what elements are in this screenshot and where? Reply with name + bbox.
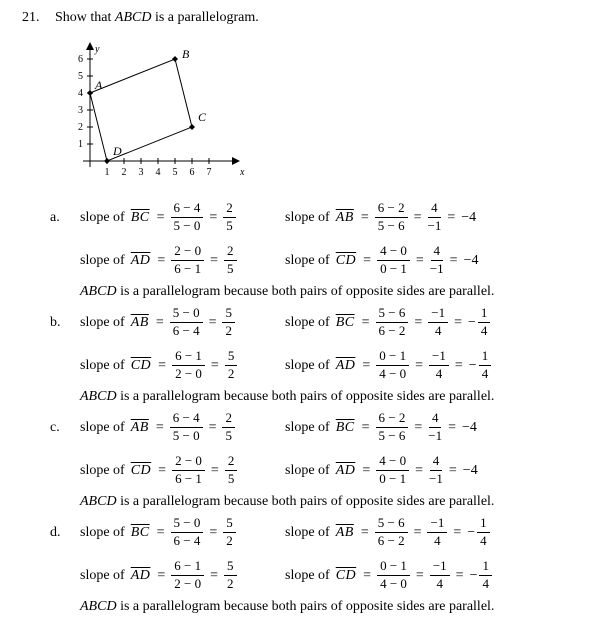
segment-name: $\overline{AB}$ <box>335 209 354 225</box>
equation-cell <box>80 244 285 277</box>
fraction-numerator: −1 <box>427 516 447 533</box>
fraction-numerator: 5 <box>223 516 236 533</box>
fraction-numerator: 5 − 6 <box>376 306 409 323</box>
slope-equation <box>80 559 237 592</box>
fraction-denominator: −1 <box>428 428 443 443</box>
slope-equation <box>80 516 236 549</box>
equation-cell <box>285 349 607 382</box>
fraction-numerator: 5 − 0 <box>171 516 204 533</box>
fraction-numerator: 6 − 1 <box>172 349 205 366</box>
equals-sign: = <box>414 419 423 435</box>
equals-sign: = <box>210 252 219 268</box>
conclusion-body: is a parallelogram because both pairs of opposite sides are parallel. <box>116 389 495 404</box>
fraction <box>170 306 203 339</box>
slope-equation <box>285 516 490 549</box>
y-tick-label: 4 <box>78 88 83 99</box>
result-value: −4 <box>461 209 477 225</box>
option-row <box>50 449 607 492</box>
question-text-pre: Show that <box>55 10 115 25</box>
fraction <box>430 559 450 592</box>
equation-cell <box>285 411 607 444</box>
fraction-denominator: 4 <box>480 323 488 338</box>
slope-label: slope of <box>80 314 125 330</box>
option-row <box>50 511 607 554</box>
fraction-numerator: 6 − 1 <box>171 559 204 576</box>
equation-cell <box>80 516 285 549</box>
quadrilateral-abcd <box>90 59 192 161</box>
fraction <box>377 244 410 277</box>
fraction-numerator: 4 − 0 <box>376 454 409 471</box>
equals-sign: = <box>158 357 167 373</box>
vertex-label: D <box>113 144 122 158</box>
problem-number: 21. <box>22 10 40 25</box>
fraction-numerator: 2 <box>222 411 235 428</box>
equals-sign: = <box>415 462 424 478</box>
vertex-label: A <box>95 78 103 92</box>
segment-name: $\overline{CD}$ <box>335 567 357 583</box>
minus-sign: − <box>469 567 478 583</box>
slope-label: slope of <box>80 567 125 583</box>
fraction-denominator: 6 − 4 <box>173 533 201 548</box>
fraction-denominator: 0 − 1 <box>380 261 407 276</box>
conclusion-body: is a parallelogram because both pairs of opposite sides are parallel. <box>116 284 495 299</box>
segment-name: $\overline{CD}$ <box>130 357 152 373</box>
equation-cell <box>80 201 285 234</box>
fraction-denominator: 4 − 0 <box>380 576 407 591</box>
fraction-numerator: 5 − 6 <box>375 516 408 533</box>
segment-name: $\overline{AD}$ <box>335 357 356 373</box>
fraction-denominator: 2 − 0 <box>174 576 202 591</box>
result-value: −4 <box>462 462 478 478</box>
slope-equation <box>285 559 492 592</box>
fraction-denominator: −1 <box>429 261 444 276</box>
equals-sign: = <box>448 419 457 435</box>
fraction <box>172 349 205 382</box>
fraction <box>429 454 443 487</box>
equals-sign: = <box>362 462 371 478</box>
slope-label: slope of <box>80 419 125 435</box>
x-axis-arrow-icon <box>232 157 240 165</box>
fraction-denominator: −1 <box>427 218 442 233</box>
x-tick-label: 6 <box>189 167 195 178</box>
conclusion-abcd: ABCD <box>80 284 117 299</box>
fraction <box>430 244 444 277</box>
x-tick-label: 3 <box>138 167 144 178</box>
equals-sign: = <box>157 252 166 268</box>
slope-label: slope of <box>285 357 330 373</box>
fraction <box>428 306 448 339</box>
fraction-denominator: 5 <box>226 218 233 233</box>
fraction-numerator: 2 <box>224 244 237 261</box>
fraction <box>376 454 409 487</box>
conclusion-text <box>80 282 607 301</box>
fraction <box>223 516 236 549</box>
fraction <box>427 516 447 549</box>
fraction-denominator: 6 − 2 <box>378 323 406 338</box>
segment-name: $\overline{AD}$ <box>130 567 151 583</box>
slope-equation <box>80 306 235 339</box>
fraction <box>479 349 492 382</box>
fraction <box>224 244 237 277</box>
vertex-dot <box>189 124 195 130</box>
equals-sign: = <box>208 419 217 435</box>
equals-sign: = <box>363 567 372 583</box>
slope-equation <box>80 201 236 234</box>
equation-cell <box>80 306 285 339</box>
answer-option-d[interactable] <box>50 511 607 616</box>
fraction-numerator: 4 <box>430 454 443 471</box>
fraction-numerator: 6 − 2 <box>376 411 409 428</box>
fraction-numerator: 0 − 1 <box>376 349 409 366</box>
equals-sign: = <box>455 567 464 583</box>
fraction <box>170 411 203 444</box>
equals-sign: = <box>155 419 164 435</box>
conclusion-text <box>80 387 607 406</box>
fraction-numerator: −1 <box>429 349 449 366</box>
minus-sign: − <box>467 524 476 540</box>
fraction <box>222 306 235 339</box>
slope-equation <box>80 349 237 382</box>
coordinate-graph-container <box>50 36 607 192</box>
equals-sign: = <box>361 419 370 435</box>
fraction-denominator: 5 <box>227 261 234 276</box>
fraction <box>377 559 410 592</box>
fraction-denominator: 6 − 1 <box>174 261 202 276</box>
question-text-post: is a parallelogram. <box>151 10 259 25</box>
option-letter: a. <box>50 209 60 225</box>
fraction-denominator: 4 <box>434 533 441 548</box>
y-tick-label: 2 <box>78 122 83 133</box>
equals-sign: = <box>360 524 369 540</box>
slope-label: slope of <box>285 419 330 435</box>
fraction <box>478 306 491 339</box>
fraction-denominator: 2 − 0 <box>175 366 202 381</box>
slope-label: slope of <box>285 314 330 330</box>
fraction-denominator: 5 − 0 <box>172 428 200 443</box>
fraction-numerator: −1 <box>428 306 448 323</box>
equation-cell <box>80 454 285 487</box>
equation-cell <box>80 411 285 444</box>
equation-cell <box>80 349 285 382</box>
segment-name: $\overline{BC}$ <box>130 209 150 225</box>
slope-label: slope of <box>80 462 125 478</box>
fraction-denominator: 2 <box>227 366 235 381</box>
fraction-denominator: 4 <box>480 533 487 548</box>
answer-option-a[interactable] <box>50 196 607 301</box>
equals-sign: = <box>448 462 457 478</box>
option-row <box>50 344 607 387</box>
equals-sign: = <box>362 357 371 373</box>
slope-label: slope of <box>285 252 330 268</box>
fraction-denominator: 4 <box>434 323 442 338</box>
equation-cell <box>285 244 607 277</box>
x-tick-label: 7 <box>206 167 212 178</box>
x-axis-label: x <box>240 167 245 178</box>
fraction <box>429 349 449 382</box>
fraction-numerator: 4 <box>428 201 441 218</box>
problem-question <box>55 8 259 28</box>
fraction <box>172 454 205 487</box>
conclusion-text <box>80 492 607 511</box>
slope-equation <box>285 244 478 277</box>
fraction-numerator: 1 <box>479 559 492 576</box>
equals-sign: = <box>209 524 218 540</box>
fraction-numerator: 4 <box>431 244 444 261</box>
vertex-dot <box>172 56 178 62</box>
fraction <box>376 306 409 339</box>
option-row <box>50 196 607 239</box>
equals-sign: = <box>156 209 165 225</box>
fraction-numerator: 5 <box>225 349 238 366</box>
slope-equation <box>80 244 237 277</box>
segment-name: $\overline{BC}$ <box>335 314 355 330</box>
option-letter: b. <box>50 314 61 330</box>
y-tick-label: 3 <box>78 105 83 116</box>
equals-sign: = <box>363 252 372 268</box>
fraction-denominator: 6 − 4 <box>172 323 200 338</box>
vertex-dot <box>87 90 93 96</box>
equals-sign: = <box>453 524 462 540</box>
slope-equation <box>80 454 237 487</box>
slope-label: slope of <box>80 209 125 225</box>
slope-label: slope of <box>285 462 330 478</box>
slope-equation <box>285 411 477 444</box>
vertex-label: B <box>182 47 190 61</box>
fraction <box>427 201 441 234</box>
x-tick-label: 5 <box>172 167 178 178</box>
fraction-numerator: 5 − 0 <box>170 306 203 323</box>
x-tick-label: 4 <box>155 167 161 178</box>
equation-cell <box>285 201 607 234</box>
fraction-denominator: 2 <box>225 323 232 338</box>
fraction-numerator: 2 <box>225 454 238 471</box>
option-letter: d. <box>50 524 61 540</box>
y-axis-arrow-icon <box>86 42 94 50</box>
equals-sign: = <box>415 357 424 373</box>
conclusion-abcd: ABCD <box>80 494 117 509</box>
fraction-numerator: 1 <box>479 349 492 366</box>
fraction <box>222 411 235 444</box>
option-row <box>50 554 607 597</box>
minus-sign: − <box>468 357 477 373</box>
fraction-denominator: 2 <box>227 576 234 591</box>
equation-cell <box>285 306 607 339</box>
problem-title <box>0 0 607 28</box>
coordinate-graph <box>50 36 255 192</box>
fraction <box>376 349 409 382</box>
equals-sign: = <box>210 567 219 583</box>
option-letter: c. <box>50 419 60 435</box>
fraction-numerator: 5 <box>224 559 237 576</box>
slope-equation <box>80 411 235 444</box>
slope-equation <box>285 454 478 487</box>
equals-sign: = <box>360 209 369 225</box>
fraction <box>225 454 238 487</box>
fraction-numerator: 5 <box>222 306 235 323</box>
answer-option-b[interactable] <box>50 301 607 406</box>
equals-sign: = <box>208 314 217 330</box>
fraction-denominator: −1 <box>429 471 443 486</box>
fraction-denominator: 2 <box>226 533 233 548</box>
equals-sign: = <box>454 314 463 330</box>
result-value: −4 <box>463 252 479 268</box>
fraction <box>171 516 204 549</box>
slope-label: slope of <box>285 567 330 583</box>
fraction <box>477 516 490 549</box>
fraction-numerator: 1 <box>477 516 490 533</box>
conclusion-text <box>80 597 607 616</box>
equals-sign: = <box>447 209 456 225</box>
equation-cell <box>285 454 607 487</box>
fraction-denominator: 5 − 6 <box>378 428 406 443</box>
option-row <box>50 406 607 449</box>
segment-name: $\overline{AB}$ <box>335 524 354 540</box>
fraction-denominator: 5 − 6 <box>377 218 405 233</box>
fraction-numerator: 4 <box>429 411 442 428</box>
equals-sign: = <box>157 567 166 583</box>
slope-equation <box>285 349 491 382</box>
fraction-numerator: 4 − 0 <box>377 244 410 261</box>
fraction-denominator: 5 <box>227 471 235 486</box>
fraction-denominator: 0 − 1 <box>379 471 407 486</box>
segment-name: $\overline{CD}$ <box>335 252 357 268</box>
fraction <box>225 349 238 382</box>
segment-name: $\overline{AD}$ <box>335 462 356 478</box>
option-row <box>50 301 607 344</box>
fraction-denominator: 4 <box>436 576 443 591</box>
fraction <box>375 516 408 549</box>
slope-label: slope of <box>285 209 330 225</box>
question-abcd: ABCD <box>114 10 152 25</box>
y-tick-label: 6 <box>78 54 83 65</box>
segment-name: $\overline{BC}$ <box>130 524 150 540</box>
equals-sign: = <box>158 462 167 478</box>
fraction-denominator: 6 − 2 <box>377 533 405 548</box>
y-axis-label: y <box>95 44 100 55</box>
vertex-label: C <box>198 110 207 124</box>
fraction-numerator: 2 <box>223 201 236 218</box>
fraction-denominator: 5 <box>225 428 232 443</box>
equation-cell <box>285 516 607 549</box>
fraction <box>171 201 204 234</box>
fraction <box>171 559 204 592</box>
x-tick-label: 1 <box>104 167 110 178</box>
y-tick-label: 1 <box>78 139 83 150</box>
result-value: −4 <box>462 419 477 435</box>
fraction <box>171 244 204 277</box>
slope-label: slope of <box>80 252 125 268</box>
conclusion-body: is a parallelogram because both pairs of opposite sides are parallel. <box>116 599 495 614</box>
slope-label: slope of <box>80 524 125 540</box>
answer-options <box>50 196 607 616</box>
slope-label: slope of <box>285 524 330 540</box>
equals-sign: = <box>454 357 463 373</box>
equals-sign: = <box>210 357 219 373</box>
equals-sign: = <box>449 252 458 268</box>
fraction <box>428 411 442 444</box>
answer-option-c[interactable] <box>50 406 607 511</box>
equals-sign: = <box>413 524 422 540</box>
equation-cell <box>80 559 285 592</box>
equals-sign: = <box>415 252 424 268</box>
equals-sign: = <box>415 567 424 583</box>
fraction-numerator: 1 <box>478 306 491 323</box>
option-row <box>50 239 607 282</box>
fraction-numerator: 0 − 1 <box>377 559 410 576</box>
equals-sign: = <box>156 524 165 540</box>
fraction-numerator: −1 <box>430 559 450 576</box>
equals-sign: = <box>155 314 164 330</box>
slope-label: slope of <box>80 357 125 373</box>
y-tick-label: 5 <box>78 71 83 82</box>
fraction-numerator: 6 − 4 <box>170 411 203 428</box>
fraction-denominator: 5 − 0 <box>173 218 201 233</box>
vertex-dot <box>104 158 110 164</box>
fraction <box>224 559 237 592</box>
conclusion-abcd: ABCD <box>80 599 117 614</box>
fraction-denominator: 4 − 0 <box>379 366 407 381</box>
fraction-numerator: 6 − 4 <box>171 201 204 218</box>
conclusion-body: is a parallelogram because both pairs of opposite sides are parallel. <box>116 494 495 509</box>
segment-name: $\overline{AB}$ <box>130 314 149 330</box>
fraction <box>375 201 408 234</box>
fraction-denominator: 4 <box>481 366 489 381</box>
x-tick-label: 2 <box>121 167 127 178</box>
fraction-numerator: 6 − 2 <box>375 201 408 218</box>
fraction <box>376 411 409 444</box>
fraction-numerator: 2 − 0 <box>171 244 204 261</box>
conclusion-abcd: ABCD <box>80 389 117 404</box>
equals-sign: = <box>361 314 370 330</box>
slope-equation <box>285 306 490 339</box>
fraction-numerator: 2 − 0 <box>172 454 205 471</box>
equals-sign: = <box>209 209 218 225</box>
fraction-denominator: 4 <box>482 576 489 591</box>
equals-sign: = <box>413 209 422 225</box>
slope-equation <box>285 201 476 234</box>
fraction <box>479 559 492 592</box>
fraction-denominator: 4 <box>435 366 443 381</box>
equals-sign: = <box>414 314 423 330</box>
segment-name: $\overline{AB}$ <box>130 419 149 435</box>
equation-cell <box>285 559 607 592</box>
fraction <box>223 201 236 234</box>
segment-name: $\overline{AD}$ <box>130 252 151 268</box>
equals-sign: = <box>210 462 219 478</box>
minus-sign: − <box>468 314 476 330</box>
segment-name: $\overline{CD}$ <box>130 462 152 478</box>
segment-name: $\overline{BC}$ <box>335 419 355 435</box>
fraction-denominator: 6 − 1 <box>175 471 202 486</box>
